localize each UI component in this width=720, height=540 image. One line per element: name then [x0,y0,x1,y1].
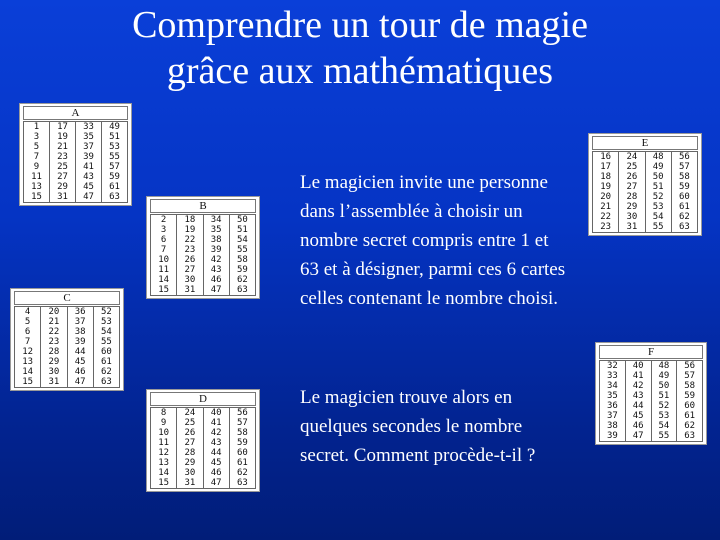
number-cell: 41 [76,162,102,172]
number-cell: 36 [67,307,93,318]
table-row [151,245,256,255]
table-row [15,307,120,318]
number-cell: 63 [229,285,255,296]
number-cell: 6 [15,327,41,337]
table-row [24,182,128,192]
number-cell: 25 [50,162,76,172]
number-cell: 31 [619,222,645,233]
number-cell: 18 [177,215,203,226]
table-row [151,265,256,275]
table-row [24,152,128,162]
number-cell: 27 [50,172,76,182]
number-cell: 41 [625,371,651,381]
table-row [151,428,256,438]
number-cell: 39 [203,245,229,255]
number-cell: 48 [645,152,671,163]
number-cell: 43 [203,438,229,448]
table-row [593,222,698,233]
number-cell: 20 [41,307,67,318]
title-line-2: grâce aux mathématiques [166,50,554,92]
table-row [24,192,128,203]
number-cell: 38 [203,235,229,245]
number-cell: 56 [677,361,703,372]
number-cell: 60 [677,401,703,411]
number-cell: 38 [600,421,626,431]
number-cell: 14 [151,468,177,478]
table-row [24,142,128,152]
number-cell: 23 [593,222,619,233]
number-cell: 30 [41,367,67,377]
table-row [593,172,698,182]
number-cell: 23 [50,152,76,162]
card-header: D [150,392,256,406]
table-row [593,212,698,222]
number-cell: 15 [24,192,50,203]
number-cell: 25 [177,418,203,428]
number-cell: 63 [229,478,255,489]
number-cell: 42 [203,428,229,438]
table-row [15,367,120,377]
number-cell: 40 [203,408,229,419]
number-cell: 47 [625,431,651,442]
number-cell: 27 [177,265,203,275]
number-cell: 5 [15,317,41,327]
number-cell: 54 [229,235,255,245]
number-cell: 61 [229,458,255,468]
number-cell: 35 [203,225,229,235]
card-d [146,389,260,492]
table-row [151,215,256,226]
table-row [151,235,256,245]
number-cell: 54 [645,212,671,222]
table-row [600,421,703,431]
number-cell: 48 [651,361,677,372]
table-row [15,337,120,347]
table-row [593,202,698,212]
number-cell: 46 [67,367,93,377]
paragraph-instructions: Le magicien invite une personne dans l’assemblée à choisir un nombre secret compris entre 1 et 63 et à désigner, parmi ces 6 cartes celles contenant le nombre choisi. [300,172,566,309]
table-row [151,255,256,265]
number-cell: 56 [229,408,255,419]
number-cell: 30 [177,275,203,285]
number-cell: 13 [151,458,177,468]
number-cell: 24 [619,152,645,163]
card-header: E [592,136,698,150]
number-table [592,151,698,233]
number-cell: 38 [67,327,93,337]
table-row [600,371,703,381]
number-cell: 57 [677,371,703,381]
table-row [600,401,703,411]
number-cell: 51 [645,182,671,192]
number-cell: 29 [50,182,76,192]
table-row [15,357,120,367]
number-cell: 43 [76,172,102,182]
number-cell: 13 [24,182,50,192]
number-cell: 59 [671,182,697,192]
number-cell: 16 [593,152,619,163]
table-row [24,132,128,142]
number-cell: 61 [677,411,703,421]
number-cell: 45 [625,411,651,421]
table-row [15,347,120,357]
number-table [150,214,256,296]
number-table [14,306,120,388]
number-cell: 20 [593,192,619,202]
number-cell: 49 [645,162,671,172]
card-c [10,288,124,391]
number-cell: 29 [177,458,203,468]
table-row [151,408,256,419]
number-cell: 47 [203,478,229,489]
number-cell: 54 [651,421,677,431]
table-row [24,172,128,182]
table-row [593,182,698,192]
number-cell: 51 [651,391,677,401]
number-cell: 39 [76,152,102,162]
number-cell: 15 [151,478,177,489]
number-cell: 42 [203,255,229,265]
number-cell: 51 [102,132,128,142]
card-f [595,342,707,445]
number-cell: 62 [677,421,703,431]
number-cell: 15 [151,285,177,296]
number-cell: 58 [229,428,255,438]
number-cell: 59 [229,438,255,448]
number-cell: 53 [651,411,677,421]
number-cell: 29 [619,202,645,212]
number-table [599,360,703,442]
number-cell: 34 [600,381,626,391]
number-cell: 45 [203,458,229,468]
number-cell: 53 [102,142,128,152]
table-row [600,381,703,391]
number-cell: 34 [203,215,229,226]
number-cell: 39 [67,337,93,347]
card-header: B [150,199,256,213]
number-cell: 40 [625,361,651,372]
number-cell: 49 [651,371,677,381]
number-cell: 55 [102,152,128,162]
number-cell: 60 [671,192,697,202]
table-row [24,162,128,172]
number-cell: 55 [229,245,255,255]
table-row [593,162,698,172]
table-row [151,225,256,235]
card-header: A [23,106,128,120]
number-cell: 26 [177,255,203,265]
number-cell: 55 [645,222,671,233]
number-cell: 26 [619,172,645,182]
number-cell: 42 [625,381,651,391]
number-cell: 27 [619,182,645,192]
number-cell: 53 [645,202,671,212]
table-row [24,122,128,133]
number-cell: 52 [645,192,671,202]
number-cell: 60 [229,448,255,458]
number-cell: 43 [625,391,651,401]
number-cell: 14 [15,367,41,377]
table-row [600,411,703,421]
number-cell: 9 [24,162,50,172]
number-cell: 31 [177,285,203,296]
table-row [593,192,698,202]
number-cell: 22 [177,235,203,245]
number-cell: 11 [24,172,50,182]
number-cell: 26 [177,428,203,438]
table-row [600,391,703,401]
number-cell: 29 [41,357,67,367]
number-cell: 57 [671,162,697,172]
number-cell: 6 [151,235,177,245]
table-row [600,361,703,372]
number-cell: 11 [151,265,177,275]
number-cell: 61 [671,202,697,212]
number-cell: 46 [625,421,651,431]
number-cell: 19 [593,182,619,192]
number-cell: 10 [151,428,177,438]
number-cell: 22 [41,327,67,337]
number-cell: 59 [677,391,703,401]
number-cell: 21 [50,142,76,152]
number-table [150,407,256,489]
number-cell: 62 [93,367,119,377]
table-row [151,458,256,468]
number-cell: 21 [41,317,67,327]
card-a [19,103,132,206]
number-cell: 59 [229,265,255,275]
number-cell: 9 [151,418,177,428]
table-row [151,478,256,489]
number-cell: 14 [151,275,177,285]
number-cell: 3 [24,132,50,142]
number-cell: 62 [229,468,255,478]
number-cell: 7 [151,245,177,255]
number-cell: 28 [41,347,67,357]
card-header: C [14,291,120,305]
number-cell: 47 [67,377,93,388]
number-cell: 45 [76,182,102,192]
number-cell: 35 [76,132,102,142]
number-cell: 8 [151,408,177,419]
number-cell: 63 [93,377,119,388]
number-cell: 47 [76,192,102,203]
number-cell: 61 [102,182,128,192]
number-cell: 31 [177,478,203,489]
number-cell: 58 [671,172,697,182]
number-cell: 35 [600,391,626,401]
number-table [23,121,128,203]
card-b [146,196,260,299]
number-cell: 3 [151,225,177,235]
number-cell: 28 [177,448,203,458]
number-cell: 23 [177,245,203,255]
number-cell: 7 [24,152,50,162]
number-cell: 13 [15,357,41,367]
number-cell: 62 [671,212,697,222]
number-cell: 5 [24,142,50,152]
card-header: F [599,345,703,359]
number-cell: 23 [41,337,67,347]
number-cell: 60 [93,347,119,357]
number-cell: 4 [15,307,41,318]
card-e [588,133,702,236]
number-cell: 53 [93,317,119,327]
number-cell: 44 [203,448,229,458]
number-cell: 46 [203,275,229,285]
number-cell: 30 [177,468,203,478]
number-cell: 2 [151,215,177,226]
number-cell: 22 [593,212,619,222]
paragraph-question: Le magicien trouve alors en quelques secondes le nombre secret. Comment procède-t-il ? [300,387,536,466]
number-cell: 12 [15,347,41,357]
number-cell: 31 [50,192,76,203]
number-cell: 32 [600,361,626,372]
number-cell: 17 [593,162,619,172]
number-cell: 15 [15,377,41,388]
table-row [151,418,256,428]
number-cell: 63 [677,431,703,442]
number-cell: 7 [15,337,41,347]
number-cell: 47 [203,285,229,296]
table-row [15,317,120,327]
table-row [600,431,703,442]
number-cell: 61 [93,357,119,367]
number-cell: 55 [651,431,677,442]
table-row [593,152,698,163]
number-cell: 12 [151,448,177,458]
table-row [151,438,256,448]
table-row [151,275,256,285]
number-cell: 33 [600,371,626,381]
number-cell: 62 [229,275,255,285]
number-cell: 24 [177,408,203,419]
number-cell: 58 [677,381,703,391]
number-cell: 63 [671,222,697,233]
number-cell: 44 [625,401,651,411]
number-cell: 17 [50,122,76,133]
number-cell: 57 [102,162,128,172]
number-cell: 49 [102,122,128,133]
number-cell: 54 [93,327,119,337]
number-cell: 50 [229,215,255,226]
number-cell: 58 [229,255,255,265]
number-cell: 28 [619,192,645,202]
number-cell: 39 [600,431,626,442]
number-cell: 50 [645,172,671,182]
number-cell: 31 [41,377,67,388]
number-cell: 41 [203,418,229,428]
number-cell: 36 [600,401,626,411]
number-cell: 18 [593,172,619,182]
number-cell: 25 [619,162,645,172]
table-row [15,377,120,388]
number-cell: 52 [651,401,677,411]
number-cell: 19 [177,225,203,235]
number-cell: 19 [50,132,76,142]
table-row [151,468,256,478]
number-cell: 45 [67,357,93,367]
number-cell: 11 [151,438,177,448]
number-cell: 63 [102,192,128,203]
number-cell: 37 [67,317,93,327]
slide-title [0,2,720,94]
table-row [151,285,256,296]
number-cell: 59 [102,172,128,182]
number-cell: 33 [76,122,102,133]
number-cell: 30 [619,212,645,222]
table-row [151,448,256,458]
number-cell: 50 [651,381,677,391]
number-cell: 44 [67,347,93,357]
number-cell: 21 [593,202,619,212]
number-cell: 46 [203,468,229,478]
table-row [15,327,120,337]
number-cell: 43 [203,265,229,275]
title-line-1: Comprendre un tour de magie [132,4,588,46]
number-cell: 10 [151,255,177,265]
number-cell: 51 [229,225,255,235]
number-cell: 55 [93,337,119,347]
number-cell: 57 [229,418,255,428]
number-cell: 52 [93,307,119,318]
number-cell: 56 [671,152,697,163]
number-cell: 27 [177,438,203,448]
number-cell: 37 [600,411,626,421]
number-cell: 1 [24,122,50,133]
number-cell: 37 [76,142,102,152]
